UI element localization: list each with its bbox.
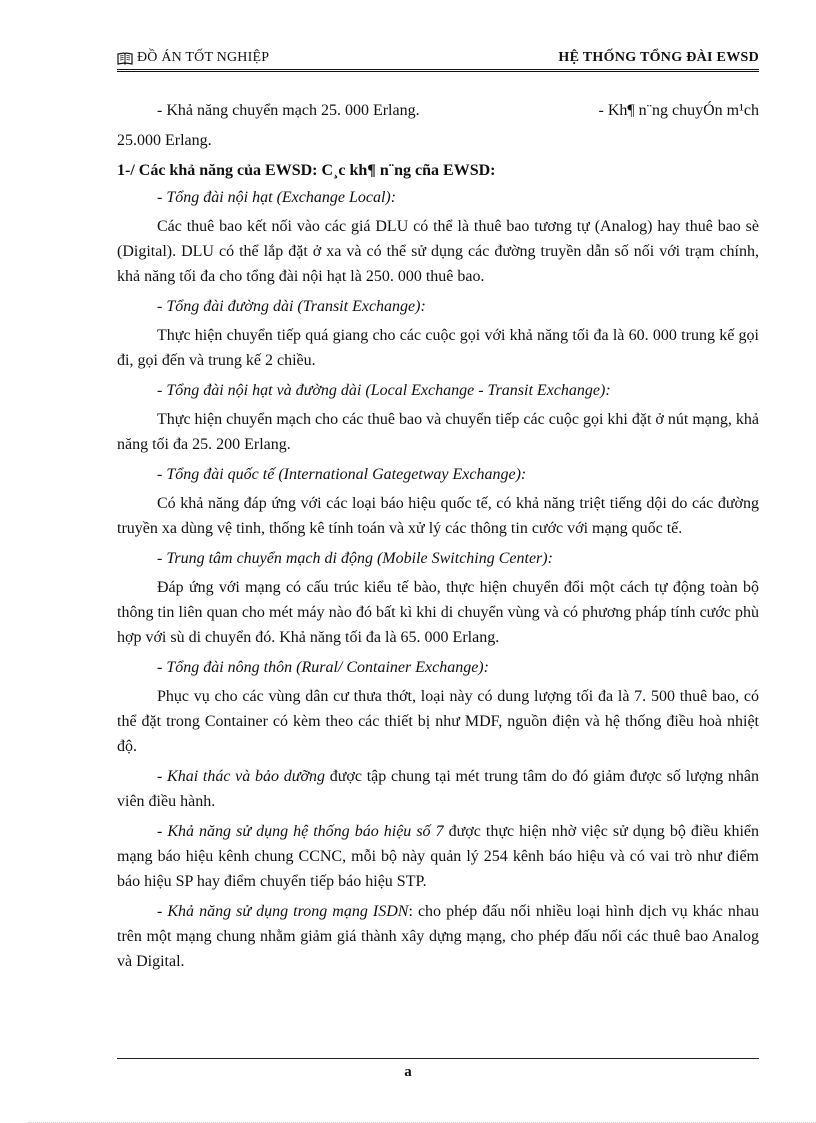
item-label: - Tổng đài nội hạt (Exchange Local):	[157, 189, 397, 206]
section-title: 1-/ Các khả năng của EWSD: C¸c kh¶ n¨ng cña EWSD:	[117, 162, 496, 179]
footer-divider	[117, 1058, 759, 1059]
item-label: - Trung tâm chuyển mạch di động (Mobile Switching Center):	[157, 550, 553, 567]
inline-item-label: - Khả năng sử dụng trong mạng ISDN	[157, 903, 409, 920]
header-left-text: ĐỒ ÁN TỐT NGHIỆP	[137, 50, 270, 65]
item-text: Có khả năng đáp ứng với các loại báo hiệu quốc tế, có khả năng triệt tiếng dội do các đường truyền xa dùng vệ tinh, thống kê tính toán và xử lý các thông tin cước với mạng quốc tế.	[117, 495, 759, 537]
item-text: Thực hiện chuyển mạch cho các thuê bao và chuyển tiếp các cuộc gọi khi đặt ở nút mạng, khả năng tối đa 25. 200 Erlang.	[117, 411, 759, 453]
inline-item-label: - Khả năng sử dụng hệ thống báo hiệu số 7	[157, 823, 444, 840]
item-label: - Tổng đài nội hạt và đường dài (Local Exchange - Transit Exchange):	[157, 382, 611, 399]
inline-item-text: được thực hiện nhờ việc sử dụng bộ điều khiển mạng báo hiệu kênh chung CCNC, mỗi bộ này quản lý 254 kênh báo hiệu và có vai trò như điểm báo hiệu SP hay điểm chuyển tiếp báo hiệu STP.	[117, 823, 759, 890]
item-text: Các thuê bao kết nối vào các giá DLU có thể là thuê bao tương tự (Analog) hay thuê bao sè (Digital). DLU có thể lắp đặt ở xa và có thể sử dụng các đường truyền dẫn số nối với trạm chính, khả năng tối đa cho tổng đài nội hạt là 250. 000 thuê bao.	[117, 218, 759, 285]
intro-left-text: - Khả năng chuyển mạch 25. 000 Erlang.	[157, 102, 420, 119]
inline-item	[117, 899, 759, 974]
intro-continuation: 25.000 Erlang.	[117, 132, 212, 149]
item-text: Đáp ứng với mạng có cấu trúc kiểu tế bào, thực hiện chuyển đổi một cách tự động toàn bộ thông tin liên quan cho mét máy nào đó bất kì khi di chuyển vùng và có phương pháp tính cước phù hợp với sù di chuyển đó. Khả năng tối đa là 65. 000 Erlang.	[117, 579, 759, 646]
inline-item-text: : cho phép đấu nối nhiều loại hình dịch vụ khác nhau trên một mạng chung nhằm giảm giá thành xây dựng mạng, cho phép đấu nối các thuê bao Analog và Digital.	[117, 903, 760, 970]
inline-item	[117, 764, 759, 814]
header-right-text: HỆ THỐNG TỔNG ĐÀI EWSD	[558, 50, 759, 65]
page-number: a	[404, 1064, 412, 1080]
item-label: - Tổng đài đường dài (Transit Exchange):	[157, 298, 426, 315]
intro-right-text: - Kh¶ n¨ng chuyÓn m¹ch	[598, 102, 759, 119]
book-icon	[117, 52, 133, 65]
page-header	[117, 46, 759, 72]
item-label: - Tổng đài nông thôn (Rural/ Container Exchange):	[157, 659, 489, 676]
item-label: - Tổng đài quốc tế (International Gategetway Exchange):	[157, 466, 527, 483]
item-text: Phục vụ cho các vùng dân cư thưa thớt, loại này có dung lượng tối đa là 7. 500 thuê bao, có thể đặt trong Container có kèm theo các thiết bị như MDF, nguồn điện và hệ thống điều hoà nhiệt độ.	[117, 688, 759, 755]
inline-item-text: được tập chung tại mét trung tâm do đó giảm được số lượng nhân viên điều hành.	[117, 768, 760, 810]
document-body	[117, 98, 759, 979]
inline-item	[117, 819, 759, 894]
header-left	[117, 50, 269, 66]
inline-item-label: - Khai thác và bảo dưỡng	[157, 768, 326, 785]
item-text: Thực hiện chuyển tiếp quá giang cho các cuộc gọi với khả năng tối đa là 60. 000 trung kế gọi đi, gọi đến và trung kế 2 chiều.	[117, 327, 759, 369]
intro-line	[117, 98, 759, 123]
